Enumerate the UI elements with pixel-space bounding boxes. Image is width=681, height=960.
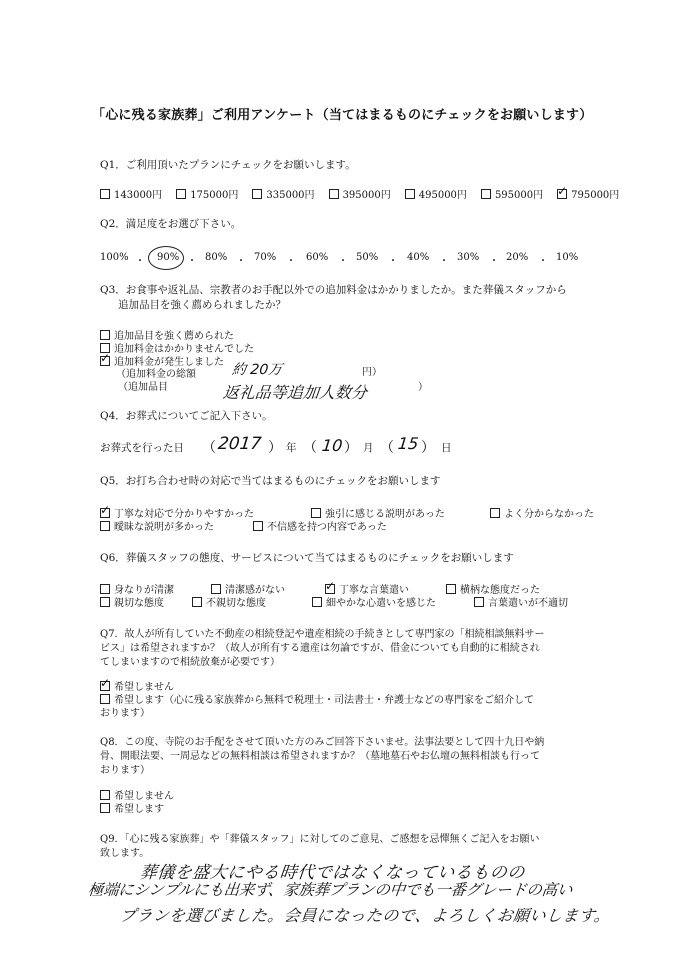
q3-items-label: （追加品目: [118, 382, 168, 393]
checkbox-icon[interactable]: [481, 189, 491, 199]
checkbox-checked-icon[interactable]: [100, 356, 110, 366]
checkbox-icon[interactable]: [100, 597, 110, 607]
q9-label-line1: Q9．「心に残る家族葬」や「葬儀スタッフ」に対してのご意見、ご感想を忌憚無くご記入をお願い: [100, 834, 540, 845]
q1-option[interactable]: 143000円: [100, 186, 162, 201]
checkbox-icon[interactable]: [446, 584, 456, 594]
q6-label: Q6．葬儀スタッフの態度、サービスについて当てはまるものにチェックをお願いします: [100, 552, 514, 564]
checkbox-icon[interactable]: [176, 189, 186, 199]
checkbox-icon[interactable]: [490, 508, 500, 518]
checkbox-icon[interactable]: [405, 189, 415, 199]
q1-option[interactable]: 595000円: [481, 186, 543, 201]
q5-option[interactable]: ✓丁寧な対応で分かりやすかった: [100, 505, 254, 520]
q8-option-no[interactable]: 希望しません: [100, 787, 174, 802]
q6-option[interactable]: 不親切な態度: [192, 594, 266, 609]
q4-date-row: お葬式を行った日 （ 2017 ） 年 （ 10 ） 月 （ 15 ） 日: [100, 434, 452, 456]
q5-label: Q5．お打ち合わせ時の対応で当てはまるものにチェックをお願いします: [100, 475, 441, 487]
q1-options: [100, 186, 633, 201]
q8-label-line2: 骨、開眼法要、一周忌などの無料相談は希望されますか？（墓地墓石やお仏壇の無料相談も行って: [100, 751, 540, 762]
q7-label-line3: てしまいますので相続放棄が必要です）: [100, 657, 280, 668]
month-unit: 月: [363, 442, 374, 454]
month-handwritten[interactable]: 10: [321, 436, 344, 455]
q7-option-no[interactable]: ✓希望しません: [100, 678, 174, 693]
q3-label-line1: Q3．お食事や返礼品、宗教者のお手配以外での追加料金はかかりましたか。また葬儀スタッフから: [100, 284, 567, 296]
q3-yen-label: 円）: [362, 367, 382, 378]
q7-label-line1: Q7．故人が所有していた不動産の相続登記や遺産相続の手続きとして専門家の「相続相談無料サー: [100, 629, 545, 640]
q9-handwritten-line3[interactable]: プランを選びました。会員になったので、よろしくお願いします。: [118, 906, 612, 925]
checkbox-icon[interactable]: [100, 584, 110, 594]
q8-label-line3: おります）: [100, 765, 150, 776]
checkbox-checked-icon[interactable]: [325, 584, 335, 594]
scale-option[interactable]: 80%: [205, 252, 228, 263]
q4-label: Q4．お葬式についてご記入下さい。: [100, 410, 273, 422]
q1-option[interactable]: 495000円: [405, 186, 467, 201]
q6-option[interactable]: 身なりが清潔: [100, 581, 174, 596]
q6-option[interactable]: ✓ 丁寧な言葉遣い: [325, 581, 409, 596]
q5-option[interactable]: 不信感を持つ内容であった: [253, 518, 387, 533]
q3-total-handwritten[interactable]: 約 20万: [231, 362, 284, 378]
q5-option[interactable]: よく分からなかった: [490, 505, 594, 520]
q1-option[interactable]: ✓ 795000円: [557, 186, 619, 201]
q5-option[interactable]: 曖昧な説明が多かった: [100, 518, 214, 533]
scale-option[interactable]: 20%: [506, 252, 529, 263]
q3-total-label: （追加料金の総額: [116, 369, 196, 380]
checkbox-icon[interactable]: [312, 597, 322, 607]
checkbox-icon[interactable]: [192, 597, 202, 607]
day-unit: 日: [441, 442, 452, 454]
q3-option[interactable]: 追加料金はかかりませんでした: [100, 340, 254, 355]
q9-handwritten-line1[interactable]: 葬儀を盛大にやる時代ではなくなっているものの: [138, 863, 526, 883]
checkbox-icon[interactable]: [100, 694, 110, 704]
scale-option[interactable]: 60%: [306, 252, 329, 263]
q1-option[interactable]: 175000円: [176, 186, 238, 201]
scale-option[interactable]: 40%: [407, 252, 430, 263]
q1-label: Q1．ご利用頂いたプランにチェックをお願いします。: [100, 159, 356, 171]
q6-option[interactable]: 親切な態度: [100, 594, 164, 609]
scale-option[interactable]: 50%: [356, 252, 379, 263]
q6-option[interactable]: 清潔感がない: [211, 581, 285, 596]
q1-option[interactable]: 395000円: [329, 186, 391, 201]
year-handwritten[interactable]: 2017: [216, 434, 263, 454]
q6-option[interactable]: 細やかな心遣いを感じた: [312, 594, 436, 609]
checkbox-icon[interactable]: [100, 189, 110, 199]
checkbox-icon[interactable]: [329, 189, 339, 199]
q3-items-close: ）: [418, 382, 428, 393]
checkbox-icon[interactable]: [100, 521, 110, 531]
scale-option[interactable]: 10%: [556, 252, 579, 263]
q3-items-handwritten[interactable]: 返礼品等追加人数分: [221, 383, 368, 402]
checkbox-icon[interactable]: [311, 508, 321, 518]
q5-option[interactable]: 強引に感じる説明があった: [311, 505, 445, 520]
scale-option[interactable]: 30%: [457, 252, 480, 263]
q2-label: Q2．満足度をお選び下さい。: [100, 218, 242, 230]
q3-option[interactable]: ✓追加料金が発生しました: [100, 353, 224, 368]
scale-option[interactable]: 70%: [254, 252, 277, 263]
scale-option[interactable]: 100%: [100, 252, 129, 263]
page-title: 「心に残る家族葬」ご利用アンケート（当てはまるものにチェックをお願いします）: [92, 108, 593, 123]
q8-option-yes[interactable]: 希望します: [100, 800, 164, 815]
day-handwritten[interactable]: 15: [397, 434, 420, 453]
checkbox-icon[interactable]: [211, 584, 221, 594]
checkbox-icon[interactable]: [100, 803, 110, 813]
q7-option-yes-line2: おります）: [100, 708, 150, 719]
q7-label-line2: ビス」は希望されますか？（故人が所有する遺産は勿論ですが、借金についても自動的に相続され: [100, 643, 540, 654]
checkbox-icon[interactable]: [474, 597, 484, 607]
q9-label-line2: 致します。: [100, 848, 150, 859]
q6-option[interactable]: 言葉遣いが不適切: [474, 594, 568, 609]
q3-option[interactable]: 追加品目を強く薦められた: [100, 327, 234, 342]
year-unit: 年: [286, 442, 297, 454]
q6-option[interactable]: 横柄な態度だった: [446, 581, 540, 596]
selection-circle-icon: [148, 246, 184, 270]
q1-option[interactable]: 335000円: [252, 186, 314, 201]
checkbox-checked-icon[interactable]: [100, 681, 110, 691]
q9-handwritten-line2[interactable]: 極端にシンプルにも出来ず、家族葬プランの中でも一番グレードの高い: [86, 881, 573, 899]
q3-label-line2: 追加品目を強く薦められましたか？: [118, 299, 286, 311]
q7-option-yes[interactable]: 希望します（心に残る家族葬から無料で税理士・司法書士・弁護士などの専門家をご紹介して: [100, 691, 534, 706]
checkbox-icon[interactable]: [100, 790, 110, 800]
checkbox-checked-icon[interactable]: [100, 508, 110, 518]
checkbox-checked-icon[interactable]: [557, 189, 567, 199]
checkbox-icon[interactable]: [253, 521, 263, 531]
checkbox-icon[interactable]: [100, 330, 110, 340]
checkbox-icon[interactable]: [252, 189, 262, 199]
q8-label-line1: Q8．この度、寺院のお手配をさせて頂いた方のみご回答下さいませ。法事法要として四十九日や納: [100, 737, 545, 748]
date-label: お葬式を行った日: [100, 442, 184, 454]
scale-option-selected[interactable]: 90%: [157, 252, 180, 263]
